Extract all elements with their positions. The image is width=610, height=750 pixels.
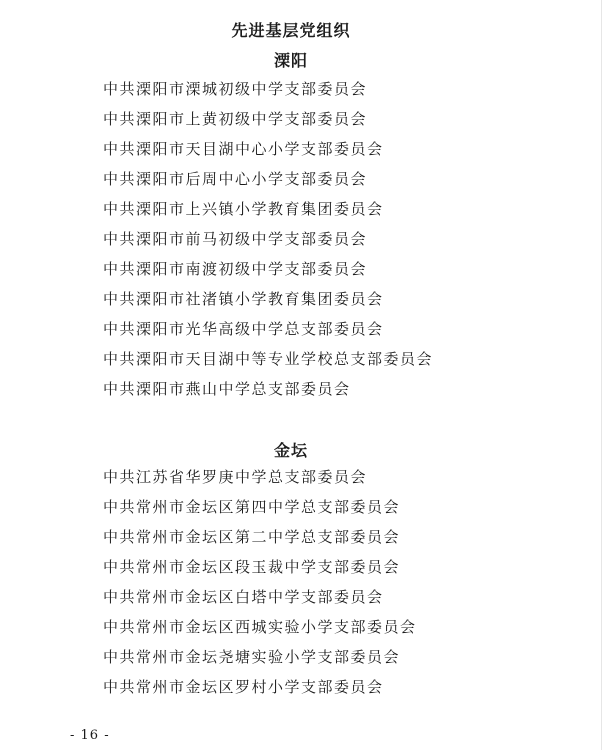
list-item: 中共溧阳市天目湖中心小学支部委员会 [103, 140, 384, 158]
list-item: 中共江苏省华罗庚中学总支部委员会 [103, 468, 368, 486]
list-item: 中共常州市金坛区西城实验小学支部委员会 [103, 618, 417, 636]
list-item: 中共常州市金坛区段玉裁中学支部委员会 [103, 558, 401, 576]
organization-list-jintan [103, 466, 417, 706]
page-edge-divider [601, 0, 602, 750]
list-item: 中共常州市金坛区第二中学总支部委员会 [103, 528, 401, 546]
list-item: 中共溧阳市后周中心小学支部委员会 [103, 170, 368, 188]
page-title: 先进基层党组织 [231, 21, 351, 40]
list-item: 中共溧阳市前马初级中学支部委员会 [103, 230, 368, 248]
list-item: 中共溧阳市上黄初级中学支部委员会 [103, 110, 368, 128]
section-heading-liyang: 溧阳 [273, 51, 308, 70]
list-item: 中共溧阳市燕山中学总支部委员会 [103, 380, 351, 398]
list-item: 中共常州市金坛尧塘实验小学支部委员会 [103, 648, 401, 666]
list-item: 中共常州市金坛区罗村小学支部委员会 [103, 678, 384, 696]
list-item: 中共溧阳市南渡初级中学支部委员会 [103, 260, 368, 278]
organization-list-liyang [103, 78, 433, 408]
list-item: 中共溧阳市上兴镇小学教育集团委员会 [103, 200, 384, 218]
page-number: - 16 - [70, 728, 110, 743]
list-item: 中共常州市金坛区白塔中学支部委员会 [103, 588, 384, 606]
list-item: 中共溧阳市光华高级中学总支部委员会 [103, 320, 384, 338]
list-item: 中共常州市金坛区第四中学总支部委员会 [103, 498, 401, 516]
list-item: 中共溧阳市溧城初级中学支部委员会 [103, 80, 368, 98]
list-item: 中共溧阳市社渚镇小学教育集团委员会 [103, 290, 384, 308]
list-item: 中共溧阳市天目湖中等专业学校总支部委员会 [103, 350, 434, 368]
section-heading-jintan: 金坛 [273, 441, 308, 460]
